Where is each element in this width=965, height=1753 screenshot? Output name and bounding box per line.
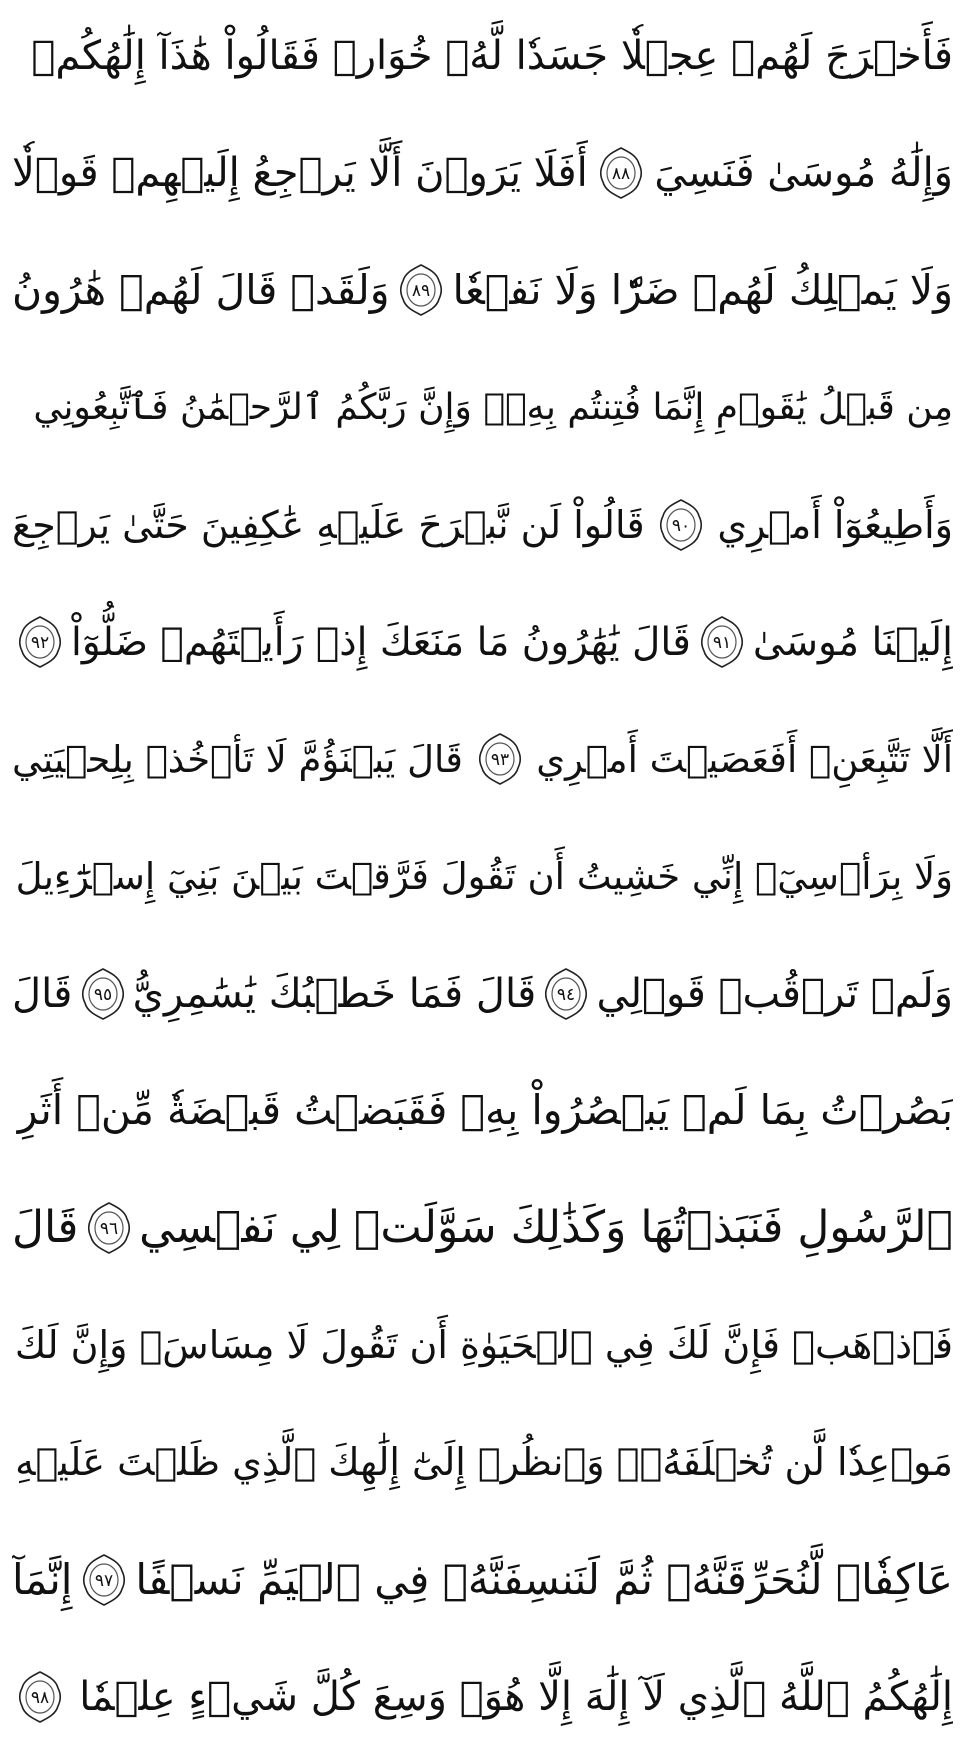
verse-text: قَالَ يَبۡنَؤُمَّ لَا تَأۡخُذۡ بِلِحۡيَتِي [12, 737, 463, 781]
verse-text: وَلَمۡ تَرۡقُبۡ قَوۡلِي [596, 970, 953, 1017]
ayah-end-marker [81, 967, 125, 1021]
ayah-marker-icon [399, 263, 443, 317]
verse-text: مَوۡعِدٗا لَّن تُخۡلَفَهُۥۖ وَٱنظُرۡ إِلَىٰٓ إِلَٰهِكَ ٱلَّذِي ظَلۡتَ عَلَيۡهِ [15, 1440, 953, 1485]
ayah-number: ٩٧ [94, 1570, 114, 1591]
verse-text: قَالَ يَٰهَٰرُونُ مَا مَنَعَكَ إِذۡ رَأَيۡتَهُمۡ ضَلُّوٓاْ [71, 619, 691, 665]
ayah-end-marker [18, 615, 62, 669]
text-line [12, 1180, 953, 1276]
ayah-marker-icon [18, 1670, 62, 1724]
ayah-end-marker [544, 967, 588, 1021]
verse-text: قَالَ [12, 1202, 79, 1254]
text-line [12, 946, 953, 1042]
verse-text: وَأَطِيعُوٓاْ أَمۡرِي [717, 502, 953, 547]
ayah-number: ٩٢ [30, 633, 50, 654]
text-line [12, 242, 953, 338]
ayah-number: ٩٣ [490, 750, 509, 771]
verse-text: قَالُواْ لَن نَّبۡرَحَ عَلَيۡهِ عَٰكِفِينَ حَتَّىٰ يَرۡجِعَ [12, 502, 645, 547]
ayah-marker-icon [81, 967, 125, 1021]
ayah-number: ٩٦ [99, 1219, 118, 1240]
ayah-end-marker [700, 615, 744, 669]
text-line [12, 1649, 953, 1745]
ayah-marker-icon [544, 967, 588, 1021]
ayah-number: ٩٤ [557, 984, 576, 1005]
verse-text: وَلَا يَمۡلِكُ لَهُمۡ ضَرّٗا وَلَا نَفۡعٗا [452, 265, 953, 314]
text-line [12, 594, 953, 690]
verse-text: فَأَخۡرَجَ لَهُمۡ عِجۡلٗا جَسَدٗا لَّهُۥ خُوَارٞ فَقَالُواْ هَٰذَآ إِلَٰهُكُمۡ [31, 33, 953, 79]
ayah-number: ٩٥ [93, 984, 112, 1005]
text-line [12, 1532, 953, 1628]
verse-text: وَلَقَدۡ قَالَ لَهُمۡ هَٰرُونُ [12, 265, 390, 314]
verse-text: إِلَٰهُكُمُ ٱللَّهُ ٱلَّذِي لَآ إِلَٰهَ إِلَّا هُوَۚ وَسِعَ كُلَّ شَيۡءٍ عِلۡمٗا [79, 1673, 953, 1720]
ayah-marker-icon [478, 732, 522, 786]
text-line [12, 828, 953, 924]
verse-text: إِنَّمَآ [12, 1554, 73, 1604]
text-line [12, 477, 953, 573]
verse-text: ٱلرَّسُولِ فَنَبَذۡتُهَا وَكَذَٰلِكَ سَوَّلَتۡ لِي نَفۡسِي [139, 1202, 953, 1254]
ayah-marker-icon [700, 615, 744, 669]
verse-text: إِلَيۡنَا مُوسَىٰ [752, 619, 953, 665]
ayah-number: ٨٨ [611, 164, 631, 185]
text-line [12, 125, 953, 221]
text-line [12, 1063, 953, 1159]
verse-text: فَٱذۡهَبۡ فَإِنَّ لَكَ فِي ٱلۡحَيَوٰةِ أَن تَقُولَ لَا مِسَاسَۖ وَإِنَّ لَكَ [14, 1323, 953, 1368]
ayah-end-marker [18, 1670, 62, 1724]
verse-text: وَإِلَٰهُ مُوسَىٰ فَنَسِيَ [654, 150, 953, 197]
ayah-end-marker [599, 146, 643, 200]
verse-text: أَلَّا تَتَّبِعَنِۖ أَفَعَصَيۡتَ أَمۡرِي [536, 737, 953, 781]
verse-text: وَلَا بِرَأۡسِيٓۖ إِنِّي خَشِيتُ أَن تَقُولَ فَرَّقۡتَ بَيۡنَ بَنِيٓ إِسۡرَٰٓءِيلَ [15, 854, 953, 898]
ayah-number: ٩١ [712, 633, 731, 654]
ayah-end-marker [82, 1553, 126, 1607]
verse-lines [12, 8, 953, 1745]
verse-text: قَالَ فَمَا خَطۡبُكَ يَٰسَٰمِرِيُّ [132, 970, 537, 1017]
text-line [12, 1297, 953, 1393]
verse-text: بَصُرۡتُ بِمَا لَمۡ يَبۡصُرُواْ بِهِۦ فَقَبَضۡتُ قَبۡضَةٗ مِّنۡ أَثَرِ [17, 1086, 953, 1135]
text-line [12, 8, 953, 104]
verse-text: عَاكِفٗاۖ لَّنُحَرِّقَنَّهُۥ ثُمَّ لَنَنسِفَنَّهُۥ فِي ٱلۡيَمِّ نَسۡفًا [135, 1554, 953, 1604]
text-line [12, 360, 953, 456]
ayah-marker-icon [18, 615, 62, 669]
ayah-number: ٨٩ [411, 281, 431, 302]
ayah-marker-icon [87, 1201, 131, 1255]
ayah-end-marker [87, 1201, 131, 1255]
ayah-end-marker [478, 732, 522, 786]
verse-text: مِن قَبۡلُ يَٰقَوۡمِ إِنَّمَا فُتِنتُم بِهِۦۖ وَإِنَّ رَبَّكُمُ ٱلرَّحۡمَٰنُ فَٱتَّبِعُونِي [33, 386, 953, 428]
text-line [12, 711, 953, 807]
ayah-end-marker [659, 498, 703, 552]
ayah-marker-icon [82, 1553, 126, 1607]
ayah-number: ٩٠ [671, 515, 691, 536]
ayah-end-marker [399, 263, 443, 317]
ayah-marker-icon [659, 498, 703, 552]
ayah-marker-icon [599, 146, 643, 200]
text-line [12, 1414, 953, 1510]
verse-text: قَالَ [12, 970, 73, 1017]
ayah-number: ٩٨ [30, 1687, 50, 1708]
verse-text: أَفَلَا يَرَوۡنَ أَلَّا يَرۡجِعُ إِلَيۡهِمۡ قَوۡلٗا [12, 150, 588, 197]
